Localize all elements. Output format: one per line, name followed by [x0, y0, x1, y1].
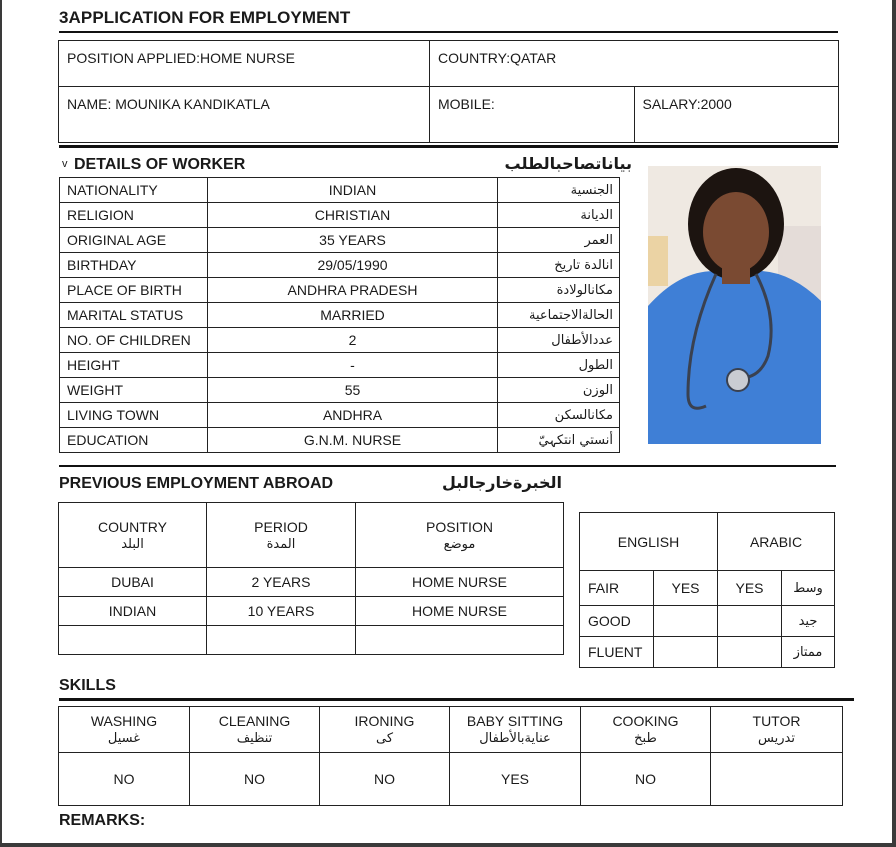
position-applied: POSITION APPLIED:HOME NURSE	[59, 41, 430, 87]
detail-label: NO. OF CHILDREN	[60, 328, 208, 353]
title-underline	[59, 31, 838, 33]
table-cell: 10 YEARS	[207, 597, 356, 626]
skill-name: BABY SITTING	[466, 713, 564, 729]
detail-label-ar: انالدة تاريخ	[498, 253, 620, 278]
skill-header	[59, 707, 190, 753]
detail-value: CHRISTIAN	[208, 203, 498, 228]
language-header: ENGLISH	[580, 513, 718, 571]
column-header	[207, 503, 356, 568]
skill-value: NO	[320, 753, 450, 806]
column-header-label-ar: المدة	[266, 536, 296, 552]
language-level-ar: ممتاز	[782, 637, 835, 668]
language-table	[579, 512, 835, 668]
skills-divider	[59, 698, 854, 701]
detail-label: WEIGHT	[60, 378, 208, 403]
english-level-value: YES	[654, 571, 718, 606]
detail-label-ar: عددالأطفال	[498, 328, 620, 353]
detail-value: ANDHRA PRADESH	[208, 278, 498, 303]
detail-label: NATIONALITY	[60, 178, 208, 203]
detail-value: 2	[208, 328, 498, 353]
skill-header	[190, 707, 320, 753]
previous-employment-header-row	[59, 503, 564, 568]
skill-header	[450, 707, 581, 753]
table-row	[59, 568, 564, 597]
language-level: FLUENT	[580, 637, 654, 668]
table-cell	[59, 626, 207, 655]
detail-label-ar: مكانالسكن	[498, 403, 620, 428]
details-heading: DETAILS OF WORKER	[74, 156, 246, 173]
previous-employment-heading: PREVIOUS EMPLOYMENT ABROAD	[59, 475, 334, 492]
detail-row	[60, 353, 620, 378]
detail-label: HEIGHT	[60, 353, 208, 378]
detail-label-ar: الحالةالاجتماعية	[498, 303, 620, 328]
skill-value: NO	[59, 753, 190, 806]
detail-row	[60, 328, 620, 353]
detail-value: 29/05/1990	[208, 253, 498, 278]
column-header-label: POSITION	[426, 518, 493, 535]
detail-row	[60, 403, 620, 428]
language-row	[580, 571, 835, 606]
arabic-level-value	[718, 606, 782, 637]
english-level-value	[654, 606, 718, 637]
applicant-header-table	[58, 40, 839, 143]
detail-row	[60, 278, 620, 303]
skill-name-ar: تنظيف	[236, 731, 273, 746]
detail-label-ar: الديانة	[498, 203, 620, 228]
detail-label: RELIGION	[60, 203, 208, 228]
language-header-row	[580, 513, 835, 571]
detail-label-ar: أنستي انتكہيّ	[498, 428, 620, 453]
detail-value: G.N.M. NURSE	[208, 428, 498, 453]
table-row	[59, 626, 564, 655]
previous-employment-table	[58, 502, 564, 655]
skill-name: TUTOR	[752, 713, 801, 729]
language-level: FAIR	[580, 571, 654, 606]
table-cell: INDIAN	[59, 597, 207, 626]
mobile: MOBILE:	[430, 87, 635, 143]
detail-row	[60, 203, 620, 228]
table-cell: HOME NURSE	[356, 568, 564, 597]
remarks-label: REMARKS:	[59, 812, 146, 829]
detail-label: MARITAL STATUS	[60, 303, 208, 328]
header-divider	[59, 145, 838, 148]
table-cell: HOME NURSE	[356, 597, 564, 626]
skill-value	[711, 753, 843, 806]
detail-label-ar: الجنسية	[498, 178, 620, 203]
worker-photo	[648, 166, 821, 444]
detail-row	[60, 378, 620, 403]
details-divider	[59, 465, 836, 467]
skill-value: NO	[581, 753, 711, 806]
previous-employment-heading-ar: الخبرةخارجالبل	[441, 473, 562, 492]
skill-name: IRONING	[354, 713, 415, 729]
detail-value: -	[208, 353, 498, 378]
skill-value: NO	[190, 753, 320, 806]
english-level-value	[654, 637, 718, 668]
detail-label-ar: الوزن	[498, 378, 620, 403]
language-row	[580, 637, 835, 668]
skills-value-row	[59, 753, 843, 806]
detail-value: INDIAN	[208, 178, 498, 203]
column-header	[356, 503, 564, 568]
detail-row	[60, 303, 620, 328]
column-header-label: COUNTRY	[98, 518, 167, 535]
skill-name: WASHING	[90, 713, 158, 729]
table-cell	[356, 626, 564, 655]
table-row	[59, 597, 564, 626]
detail-label: EDUCATION	[60, 428, 208, 453]
country: COUNTRY:QATAR	[430, 41, 839, 87]
column-header	[59, 503, 207, 568]
skill-name-ar: کی	[375, 731, 394, 746]
form-title: 3APPLICATION FOR EMPLOYMENT	[59, 8, 351, 27]
detail-value: 35 YEARS	[208, 228, 498, 253]
language-header: ARABIC	[718, 513, 835, 571]
worker-details-table	[59, 177, 620, 453]
details-marker: v	[62, 158, 68, 170]
skills-table	[58, 706, 843, 806]
table-cell	[207, 626, 356, 655]
detail-label: ORIGINAL AGE	[60, 228, 208, 253]
arabic-level-value: YES	[718, 571, 782, 606]
application-form	[2, 0, 892, 843]
skill-header	[711, 707, 843, 753]
detail-value: ANDHRA	[208, 403, 498, 428]
skills-heading: SKILLS	[59, 677, 116, 694]
detail-label-ar: مكانالولادة	[498, 278, 620, 303]
details-heading-ar: بياناتصاحبالطلب	[504, 154, 632, 173]
language-level-ar: وسط	[782, 571, 835, 606]
skill-name-ar: غسيل	[107, 731, 141, 746]
detail-row	[60, 253, 620, 278]
column-header-label-ar: البلد	[121, 536, 144, 552]
language-level: GOOD	[580, 606, 654, 637]
detail-label: BIRTHDAY	[60, 253, 208, 278]
skill-name-ar: عنايةبالأطفال	[479, 731, 551, 746]
language-level-ar: جيد	[782, 606, 835, 637]
skill-header	[581, 707, 711, 753]
skill-header	[320, 707, 450, 753]
detail-label: PLACE OF BIRTH	[60, 278, 208, 303]
skill-name: CLEANING	[218, 713, 291, 729]
skill-value: YES	[450, 753, 581, 806]
detail-label: LIVING TOWN	[60, 403, 208, 428]
detail-value: 55	[208, 378, 498, 403]
detail-row	[60, 228, 620, 253]
detail-label-ar: الطول	[498, 353, 620, 378]
detail-row	[60, 178, 620, 203]
table-cell: 2 YEARS	[207, 568, 356, 597]
table-cell: DUBAI	[59, 568, 207, 597]
applicant-name: NAME: MOUNIKA KANDIKATLA	[59, 87, 430, 143]
column-header-label: PERIOD	[254, 518, 308, 535]
column-header-label-ar: موضع	[443, 536, 476, 552]
skill-name-ar: تدريس	[758, 731, 795, 746]
detail-value: MARRIED	[208, 303, 498, 328]
language-row	[580, 606, 835, 637]
detail-label-ar: العمر	[498, 228, 620, 253]
skill-name: COOKING	[612, 713, 679, 729]
skills-header-row	[59, 707, 843, 753]
arabic-level-value	[718, 637, 782, 668]
skill-name-ar: طبخ	[634, 731, 657, 746]
detail-row	[60, 428, 620, 453]
worker-portrait-image	[648, 166, 821, 444]
salary: SALARY:2000	[634, 87, 839, 143]
